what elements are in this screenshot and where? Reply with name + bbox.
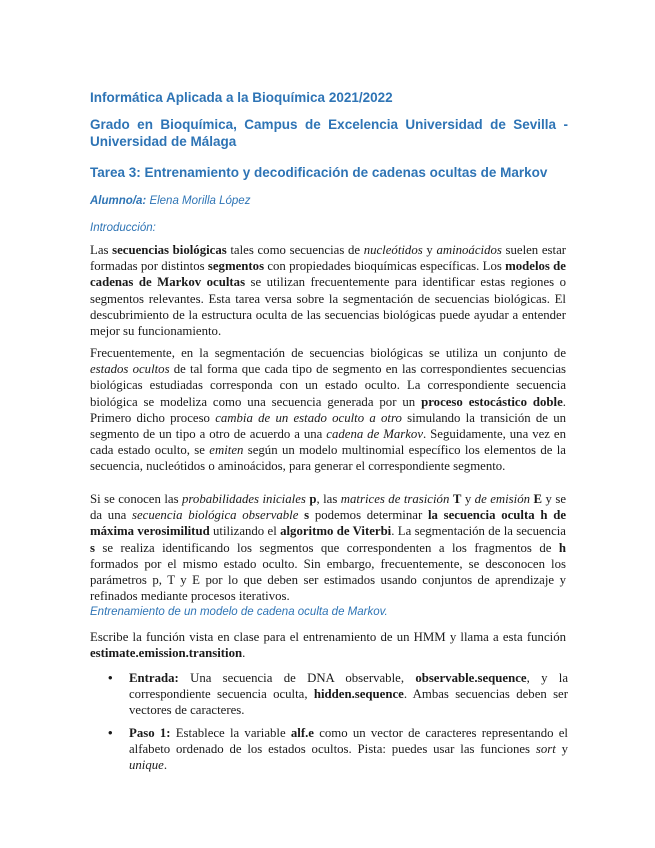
italic-text: cadena de Markov — [326, 427, 423, 442]
section-heading-training: Entrenamiento de un modelo de cadena oculta de Markov. — [90, 606, 388, 618]
paragraph-intro-2: Frecuentemente, en la segmentación de secuencias biológicas se utiliza un conjunto de estados ocultos de tal forma que cada tipo de segmento en las correspondientes secuencias biológicas estudiadas corresponda con un estado oculto. La correspondiente secuencia biológica se modeliza como una secuencia generada por un proceso estocástico doble. Primero dicho proceso cambia de un estado oculto a otro simulando la transición de un segmento de un tipo a otro de acuerdo a una cadena de Markov. Seguidamente, una vez en cada estado oculto, se emiten según un modelo multinomial específico los elementos de la secuencia, nucleótidos o aminoácidos, para generar el correspondiente segmento. — [90, 346, 566, 474]
bold-text: h — [558, 540, 566, 555]
italic-text: matrices de trasición — [340, 492, 450, 506]
italic-text: de emisión — [474, 492, 531, 506]
task-title: Tarea 3: Entrenamiento y decodificación de cadenas ocultas de Markov — [90, 165, 548, 180]
bold-text: E — [533, 492, 543, 506]
list-item — [108, 725, 568, 774]
bold-text: proceso estocástico doble — [421, 394, 563, 409]
course-title: Informática Aplicada a la Bioquímica 2021/2022 — [90, 90, 393, 105]
bold-text: Entrada: — [129, 671, 179, 685]
italic-text: cambia de un estado oculto a otro — [215, 410, 402, 425]
bold-text: estimate.emission.transition — [90, 646, 243, 661]
bold-text: p — [309, 492, 317, 506]
author-line — [90, 194, 250, 208]
paragraph-intro-3: Si se conocen las probabilidades iniciales p, las matrices de trasición T y de emisión E y se da una secuencia biológica observable s podemos determinar la secuencia oculta h de máxima verosimilitud utilizando el algoritmo de Viterbi. La segmentación de la secuencia s se realiza identificando los segmentos que correspondenten a los fragmentos de h formados por el mismo estado oculto. Sin embargo, frecuentemente, se desconocen los parámetros p, T y E por lo que deben ser estimados usando conjuntos de aprendizaje y refinados mediante procesos iterativos. — [90, 492, 567, 604]
italic-text: sort — [535, 742, 556, 757]
italic-text: unique — [129, 758, 164, 773]
bullet-icon: • — [108, 670, 113, 685]
bold-text: secuencias biológicas — [112, 243, 227, 257]
author-label: Alumno/a: — [90, 195, 147, 207]
italic-text: aminoácidos — [436, 243, 502, 257]
bullet-icon: • — [108, 725, 113, 740]
bold-text: T — [452, 492, 462, 506]
italic-text: secuencia biológica observable — [132, 508, 299, 523]
bold-text: s — [304, 508, 310, 523]
bold-text: alf.e — [290, 726, 314, 740]
italic-text: probabilidades iniciales — [182, 492, 306, 506]
author-name: Elena Morilla López — [149, 195, 251, 207]
list-item — [108, 670, 568, 719]
bold-text: modelos de cadenas de Markov ocultas — [90, 259, 566, 290]
bold-text: segmentos — [207, 259, 265, 274]
paragraph-training: Escribe la función vista en clase para el entrenamiento de un HMM y llama a esta función estimate.emission.transition. — [90, 630, 566, 661]
list-item-text-step1: Paso 1: Establece la variable alf.e como un vector de caracteres representando el alfabeto ordenado de los estados ocultos. Pista: puedes usar las funciones sort y unique. — [129, 726, 568, 773]
bold-text: hidden.sequence — [313, 687, 404, 702]
italic-text: nucleótidos — [363, 243, 423, 257]
bold-text: Paso 1: — [129, 726, 171, 740]
list-item-text-input: Entrada: Una secuencia de DNA observable, observable.sequence, y la correspondiente secuencia oculta, hidden.sequence. Ambas secuencias deben ser vectores de caracteres. — [129, 671, 568, 718]
bold-text: algoritmo de Viterbi — [280, 524, 392, 539]
bold-text: s — [90, 540, 95, 555]
bold-text: observable.sequence — [415, 671, 527, 685]
italic-text: emiten — [209, 443, 244, 458]
section-heading-intro: Introducción: — [90, 222, 156, 234]
italic-text: estados ocultos — [90, 362, 170, 377]
paragraph-intro-1: Las secuencias biológicas tales como secuencias de nucleótidos y aminoácidos suelen estar formadas por distintos segmentos con propiedades bioquímicas específicas. Los modelos de cadenas de Markov ocultas se utilizan frecuentemente para identificar estas regiones o segmentos relevantes. Esta tarea versa sobre la segmentación de secuencias biológicas. El descubrimiento de la estructura oculta de las secuencias biológicas puede ayudar a entender mejor su funcionamiento. — [90, 243, 567, 339]
bold-text: la secuencia oculta h de máxima verosimilitud — [90, 508, 566, 539]
degree-title: Grado en Bioquímica, Campus de Excelencia Universidad de Sevilla - Universidad de Málaga — [90, 117, 568, 149]
